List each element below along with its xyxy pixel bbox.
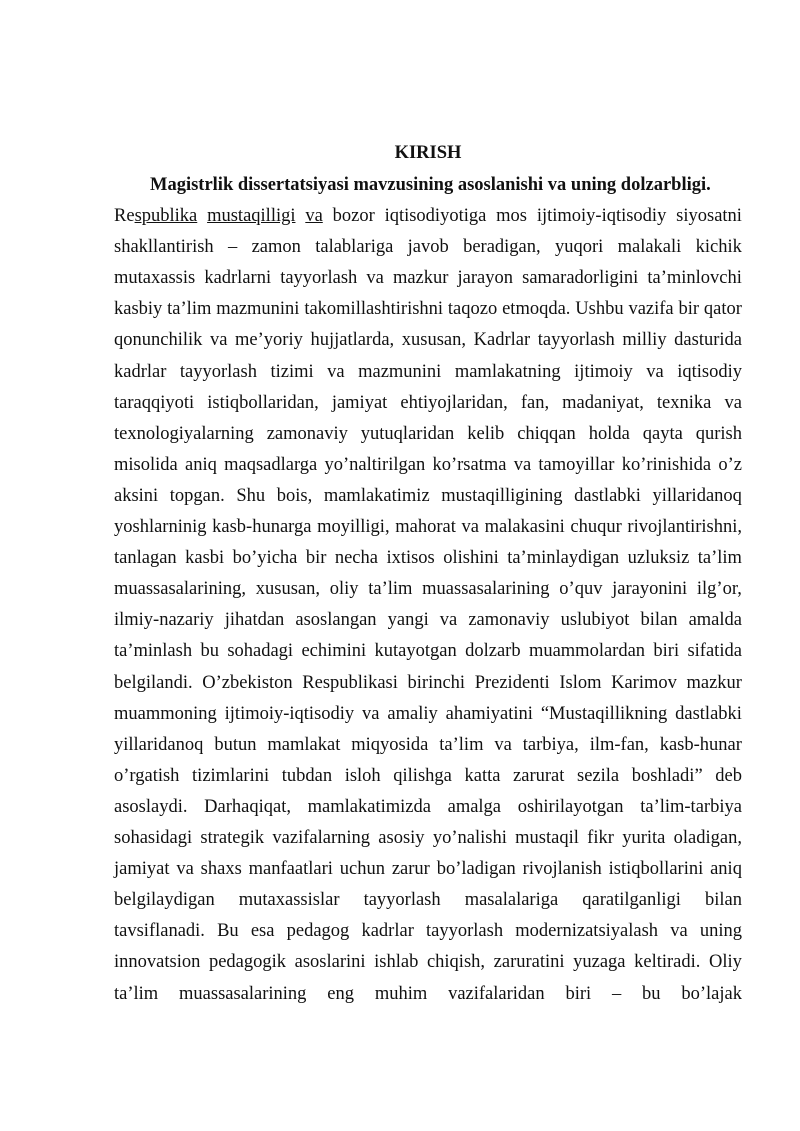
section-subtitle: Magistrlik dissertatsiyasi mavzusining asoslanishi va uning dolzarbligi. — [150, 175, 711, 195]
body-line: yillaridanoq butun mamlakat miqyosida ta’lim va tarbiya, ilm-fan, kasb-hunar — [114, 734, 742, 755]
body-line: shakllantirish – zamon talablariga javob beradigan, yuqori malakali kichik — [114, 237, 742, 258]
body-line: tanlagan kasbi bo’yicha bir necha ixtisos olishini ta’minlaydigan uzluksiz ta’lim — [114, 548, 742, 569]
page-title: KIRISH — [394, 143, 462, 163]
body-line: belgilandi. O’zbekiston Respublikasi birinchi Prezidenti Islom Karimov mazkur — [114, 672, 742, 693]
body-line: taraqqiyoti istiqbollaridan, jamiyat ehtiyojlaridan, fan, madaniyat, texnika va — [114, 392, 742, 413]
body-line: o’rgatish tizimlarini tubdan isloh qilishga katta zarurat sezila boshladi” deb — [114, 765, 742, 786]
body-line: muammoning ijtimoiy-iqtisodiy va amaliy ahamiyatini “Mustaqillikning dastlabki — [114, 703, 742, 724]
body-line: kadrlar tayyorlash tizimi va mazmunini mamlakatning ijtimoiy va iqtisodiy — [114, 361, 742, 382]
body-line: belgilaydigan mutaxassislar tayyorlash masalalariga qaratilganligi bilan — [114, 890, 742, 911]
body-line: mutaxassis kadrlarni tayyorlash va mazkur jarayon samaradorligini ta’minlovchi — [114, 268, 742, 289]
body-line: tavsiflanadi. Bu esa pedagog kadrlar tayyorlash modernizatsiyalash va uning — [114, 921, 742, 942]
body-line: ta’minlash bu sohadagi echimini kutayotgan dolzarb muammolardan biri sifatida — [114, 641, 742, 662]
body-line: muassasalarining, xususan, oliy ta’lim muassasalarining o’quv jarayonini ilg’or, — [114, 579, 742, 600]
body-line: ta’lim muassasalarining eng muhim vazifalaridan biri – bu bo’lajak — [114, 983, 742, 1004]
body-line: jamiyat va shaxs manfaatlari uchun zarur bo’ladigan rivojlanish istiqbollarini aniq — [114, 859, 742, 880]
body-line: misolida aniq maqsadlarga yo’naltirilgan ko’rsatma va tamoyillar ko’rinishida o’z — [114, 454, 742, 475]
body-line: qonunchilik va me’yoriy hujjatlarda, xususan, Kadrlar tayyorlash milliy dasturida — [114, 330, 742, 351]
body-line: kasbiy ta’lim mazmunini takomillashtirishni taqozo etmoqda. Ushbu vazifa bir qator — [114, 299, 742, 320]
body-line: Respublika mustaqilligi va bozor iqtisodiyotiga mos ijtimoiy-iqtisodiy siyosatni — [114, 206, 742, 226]
body-line: aksini topgan. Shu bois, mamlakatimiz mustaqilligining dastlabki yillaridanoq — [114, 485, 742, 506]
body-line: texnologiyalarning zamonaviy yutuqlaridan kelib chiqqan holda qayta qurish — [114, 423, 742, 444]
body-line: sohasidagi strategik vazifalarning asosiy yo’nalishi mustaqil fikr yurita oladigan, — [114, 828, 742, 848]
body-line: asoslaydi. Darhaqiqat, mamlakatimizda amalga oshirilayotgan ta’lim-tarbiya — [114, 796, 742, 817]
body-line: innovatsion pedagogik asoslarini ishlab chiqish, zaruratini yuzaga keltiradi. Oliy — [114, 952, 742, 973]
body-line: yoshlarninig kasb-hunarga moyilligi, mahorat va malakasini chuqur rivojlantirishni, — [114, 517, 742, 537]
body-line: ilmiy-nazariy jihatdan asoslangan yangi va zamonaviy uslubiyot bilan amalda — [114, 610, 742, 631]
